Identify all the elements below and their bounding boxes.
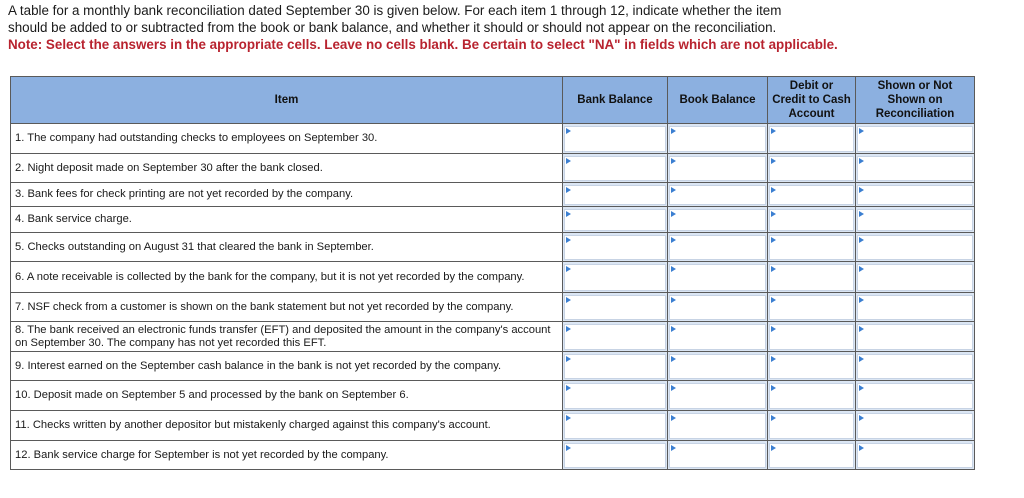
item-text: 8. The bank received an electronic funds transfer (EFT) and deposited the amount in the company's account on September 30. The company has not yet recorded this EFT. [11,322,563,352]
book-balance-select-cell [668,411,768,441]
dropdown-caret-icon [671,266,676,272]
bank-balance-select[interactable] [564,156,666,181]
dropdown-caret-icon [859,445,864,451]
bank-balance-select-cell [563,124,668,154]
reconciliation-table [10,76,975,470]
shown-select-cell [856,154,975,183]
debit-credit-select[interactable] [769,383,854,409]
book-balance-select[interactable] [669,413,766,439]
bank-balance-select[interactable] [564,235,666,260]
debit-credit-select-cell [768,381,856,411]
bank-balance-select[interactable] [564,185,666,205]
dropdown-caret-icon [859,211,864,217]
header-book-balance: Book Balance [668,77,768,124]
book-balance-select[interactable] [669,235,766,260]
debit-credit-select[interactable] [769,354,854,379]
dropdown-caret-icon [859,356,864,362]
dropdown-caret-icon [671,415,676,421]
shown-select-cell [856,352,975,381]
header-shown-on-reconciliation: Shown or Not Shown on Reconciliation [856,77,975,124]
bank-balance-select-cell [563,441,668,470]
table-row [11,322,975,352]
book-balance-select-cell [668,381,768,411]
dropdown-caret-icon [771,211,776,217]
table-row [11,262,975,293]
table-row [11,124,975,154]
dropdown-caret-icon [671,211,676,217]
bank-balance-select-cell [563,233,668,262]
book-balance-select-cell [668,441,768,470]
bank-balance-select[interactable] [564,295,666,320]
bank-balance-select[interactable] [564,413,666,439]
bank-balance-select-cell [563,381,668,411]
shown-select[interactable] [857,209,973,231]
dropdown-caret-icon [671,356,676,362]
bank-balance-select[interactable] [564,383,666,409]
bank-balance-select-cell [563,411,668,441]
debit-credit-select-cell [768,262,856,293]
bank-balance-select-cell [563,154,668,183]
bank-balance-select[interactable] [564,264,666,291]
dropdown-caret-icon [771,385,776,391]
shown-select[interactable] [857,413,973,439]
dropdown-caret-icon [859,128,864,134]
debit-credit-select[interactable] [769,443,854,468]
header-bank-balance: Bank Balance [563,77,668,124]
instructions-line-2: should be added to or subtracted from the book or bank balance, and whether it should or should not appear on the reconciliation. [8,20,777,35]
bank-balance-select[interactable] [564,443,666,468]
book-balance-select[interactable] [669,126,766,152]
item-text: 1. The company had outstanding checks to employees on September 30. [11,124,563,154]
book-balance-select-cell [668,154,768,183]
shown-select-cell [856,233,975,262]
dropdown-caret-icon [859,266,864,272]
dropdown-caret-icon [566,266,571,272]
book-balance-select[interactable] [669,185,766,205]
dropdown-caret-icon [566,326,571,332]
table-row [11,183,975,207]
debit-credit-select-cell [768,233,856,262]
table-row [11,233,975,262]
bank-balance-select[interactable] [564,126,666,152]
dropdown-caret-icon [859,326,864,332]
shown-select[interactable] [857,126,973,152]
book-balance-select-cell [668,207,768,233]
item-text: 9. Interest earned on the September cash balance in the bank is not yet recorded by the company. [11,352,563,381]
dropdown-caret-icon [671,445,676,451]
shown-select[interactable] [857,264,973,291]
shown-select[interactable] [857,235,973,260]
book-balance-select[interactable] [669,295,766,320]
dropdown-caret-icon [771,158,776,164]
book-balance-select-cell [668,183,768,207]
dropdown-caret-icon [771,326,776,332]
item-text: 2. Night deposit made on September 30 after the bank closed. [11,154,563,183]
dropdown-caret-icon [771,445,776,451]
dropdown-caret-icon [671,237,676,243]
table-row [11,411,975,441]
header-debit-credit: Debit or Credit to Cash Account [768,77,856,124]
bank-balance-select-cell [563,183,668,207]
bank-balance-select-cell [563,352,668,381]
shown-select[interactable] [857,443,973,468]
bank-balance-select[interactable] [564,209,666,231]
dropdown-caret-icon [566,158,571,164]
item-text: 11. Checks written by another depositor but mistakenly charged against this company's account. [11,411,563,441]
book-balance-select[interactable] [669,156,766,181]
shown-select[interactable] [857,324,973,350]
dropdown-caret-icon [566,211,571,217]
book-balance-select[interactable] [669,383,766,409]
dropdown-caret-icon [671,385,676,391]
debit-credit-select[interactable] [769,295,854,320]
debit-credit-select-cell [768,352,856,381]
debit-credit-select[interactable] [769,264,854,291]
header-item: Item [11,77,563,124]
debit-credit-select-cell [768,207,856,233]
shown-select[interactable] [857,156,973,181]
item-text: 4. Bank service charge. [11,207,563,233]
debit-credit-select-cell [768,183,856,207]
dropdown-caret-icon [859,187,864,193]
dropdown-caret-icon [771,128,776,134]
shown-select-cell [856,411,975,441]
dropdown-caret-icon [671,187,676,193]
dropdown-caret-icon [566,128,571,134]
instructions-note: Note: Select the answers in the appropriate cells. Leave no cells blank. Be certain to select "NA" in fields which are not applicable. [8,37,838,52]
instructions [8,2,1008,53]
debit-credit-select[interactable] [769,413,854,439]
shown-select-cell [856,262,975,293]
debit-credit-select[interactable] [769,235,854,260]
shown-select-cell [856,441,975,470]
table-row [11,352,975,381]
dropdown-caret-icon [566,297,571,303]
book-balance-select-cell [668,293,768,322]
book-balance-select-cell [668,262,768,293]
debit-credit-select-cell [768,441,856,470]
debit-credit-select[interactable] [769,156,854,181]
table-row [11,381,975,411]
debit-credit-select-cell [768,322,856,352]
table-row [11,441,975,470]
table-row [11,154,975,183]
dropdown-caret-icon [671,326,676,332]
dropdown-caret-icon [566,356,571,362]
book-balance-select-cell [668,352,768,381]
dropdown-caret-icon [771,187,776,193]
dropdown-caret-icon [859,385,864,391]
dropdown-caret-icon [771,356,776,362]
shown-select-cell [856,293,975,322]
book-balance-select[interactable] [669,324,766,350]
debit-credit-select-cell [768,124,856,154]
debit-credit-select-cell [768,154,856,183]
instructions-line-1: A table for a monthly bank reconciliation dated September 30 is given below. For each item 1 through 12, indicate whether the item [8,3,782,18]
bank-balance-select-cell [563,293,668,322]
shown-select-cell [856,381,975,411]
bank-balance-select-cell [563,207,668,233]
shown-select-cell [856,183,975,207]
book-balance-select[interactable] [669,264,766,291]
book-balance-select[interactable] [669,209,766,231]
dropdown-caret-icon [566,385,571,391]
shown-select[interactable] [857,295,973,320]
dropdown-caret-icon [566,187,571,193]
book-balance-select-cell [668,233,768,262]
shown-select[interactable] [857,383,973,409]
bank-balance-select[interactable] [564,324,666,350]
shown-select-cell [856,207,975,233]
dropdown-caret-icon [771,266,776,272]
book-balance-select-cell [668,322,768,352]
dropdown-caret-icon [671,158,676,164]
dropdown-caret-icon [566,237,571,243]
debit-credit-select[interactable] [769,209,854,231]
bank-balance-select-cell [563,322,668,352]
item-text: 10. Deposit made on September 5 and processed by the bank on September 6. [11,381,563,411]
item-text: 6. A note receivable is collected by the bank for the company, but it is not yet recorded by the company. [11,262,563,293]
dropdown-caret-icon [566,445,571,451]
debit-credit-select[interactable] [769,126,854,152]
bank-balance-select[interactable] [564,354,666,379]
debit-credit-select[interactable] [769,324,854,350]
header-row [11,77,975,124]
dropdown-caret-icon [671,128,676,134]
dropdown-caret-icon [771,415,776,421]
table-row [11,293,975,322]
shown-select[interactable] [857,185,973,205]
dropdown-caret-icon [859,297,864,303]
dropdown-caret-icon [859,237,864,243]
item-text: 5. Checks outstanding on August 31 that cleared the bank in September. [11,233,563,262]
dropdown-caret-icon [859,158,864,164]
debit-credit-select-cell [768,293,856,322]
dropdown-caret-icon [859,415,864,421]
debit-credit-select[interactable] [769,185,854,205]
shown-select-cell [856,124,975,154]
book-balance-select[interactable] [669,354,766,379]
dropdown-caret-icon [671,297,676,303]
book-balance-select-cell [668,124,768,154]
item-text: 3. Bank fees for check printing are not yet recorded by the company. [11,183,563,207]
book-balance-select[interactable] [669,443,766,468]
dropdown-caret-icon [771,297,776,303]
dropdown-caret-icon [771,237,776,243]
bank-balance-select-cell [563,262,668,293]
item-text: 12. Bank service charge for September is not yet recorded by the company. [11,441,563,470]
dropdown-caret-icon [566,415,571,421]
item-text: 7. NSF check from a customer is shown on the bank statement but not yet recorded by the company. [11,293,563,322]
shown-select-cell [856,322,975,352]
shown-select[interactable] [857,354,973,379]
debit-credit-select-cell [768,411,856,441]
table-row [11,207,975,233]
